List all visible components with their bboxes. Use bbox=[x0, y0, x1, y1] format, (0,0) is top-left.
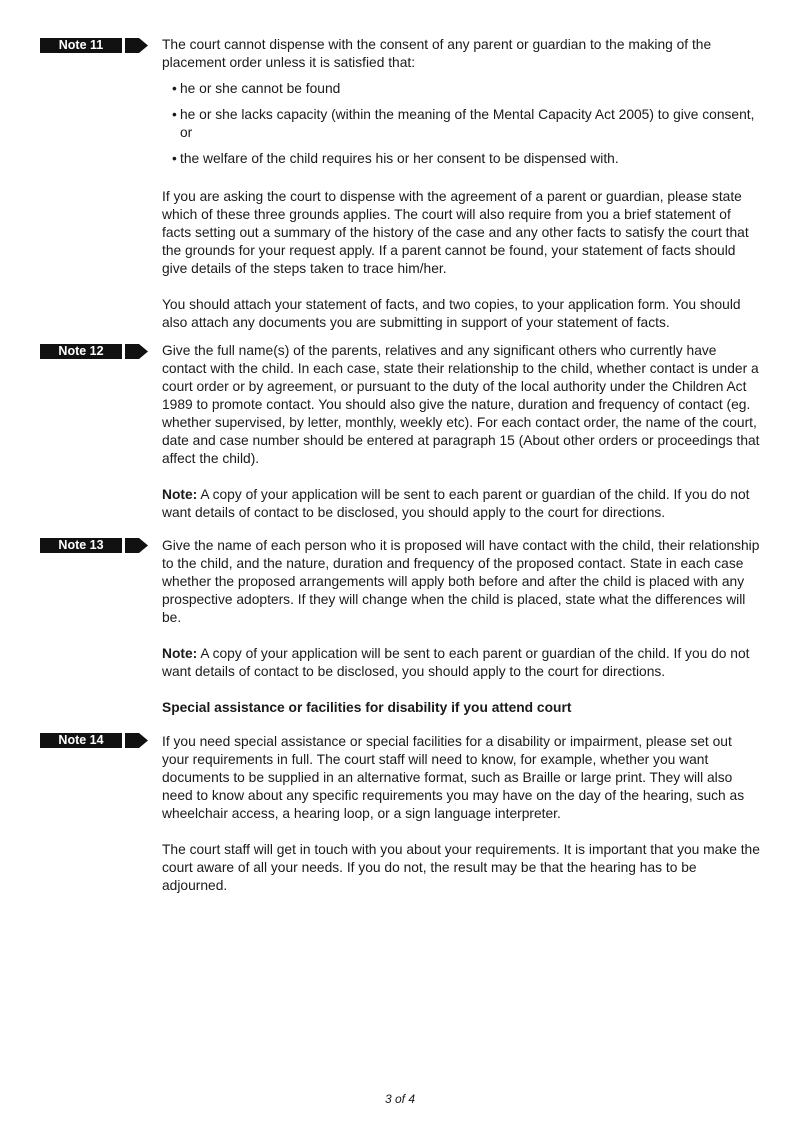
list-item: • he or she cannot be found bbox=[162, 80, 762, 98]
note-11-intro: The court cannot dispense with the consent of any parent or guardian to the making of the placement order unless it is satisfied that: bbox=[162, 37, 712, 70]
list-item: • the welfare of the child requires his or her consent to be dispensed with. bbox=[162, 150, 762, 168]
note-label: Note 12 bbox=[40, 344, 122, 359]
arrow-right-icon bbox=[125, 344, 148, 359]
note-12-section bbox=[162, 342, 762, 522]
note-13-tag bbox=[40, 538, 148, 553]
note-12-paragraph: Give the full name(s) of the parents, relatives and any significant others who currently have contact with the child. In each case, state their relationship to the child, whether contact is under a court order or by agreement, or pursuant to the duty of the local authority under the Children Act 1989 to promote contact. You should also give the nature, duration and frequency of contact (eg. whether supervised, by letter, monthly, weekly etc). For each contact order, the name of the court, date and case number should be entered at paragraph 15 (About other orders or proceedings that affect the child). bbox=[162, 343, 760, 466]
note-13-paragraph: Give the name of each person who it is proposed will have contact with the child, their relationship to the child, and the nature, duration and frequency of the proposed contact. State in each case whether the proposed arrangements will apply both before and after the child is placed with any prospective adopters. If they will change when the child is placed, state what the differences will be. bbox=[162, 538, 760, 625]
note-11-section bbox=[162, 36, 762, 332]
note-13-section bbox=[162, 537, 762, 717]
note-14-section bbox=[162, 733, 762, 895]
section-heading: Special assistance or facilities for disability if you attend court bbox=[162, 700, 572, 715]
note-label: Note 11 bbox=[40, 38, 122, 53]
note-14-paragraph: The court staff will get in touch with you about your requirements. It is important that you make the court aware of all your needs. If you do not, the result may be that the hearing has to be adjourned. bbox=[162, 842, 760, 893]
note-label: Note 13 bbox=[40, 538, 122, 553]
arrow-right-icon bbox=[125, 38, 148, 53]
note-11-paragraph: You should attach your statement of facts, and two copies, to your application form. You should also attach any documents you are submitting in support of your statement of facts. bbox=[162, 297, 741, 330]
note-label: Note: bbox=[162, 646, 198, 661]
note-11-paragraph: If you are asking the court to dispense with the agreement of a parent or guardian, please state which of these three grounds applies. The court will also require from you a brief statement of facts setting out a summary of the history of the case and any other facts to satisfy the court that the grounds for your request apply. If a parent cannot be found, your statement of facts should give details of the steps taken to trace him/her. bbox=[162, 189, 749, 276]
page-number: 3 of 4 bbox=[384, 1092, 416, 1106]
note-14-tag bbox=[40, 733, 148, 748]
note-12-tag bbox=[40, 344, 148, 359]
note-13-note bbox=[162, 645, 762, 681]
note-11-tag bbox=[40, 38, 148, 53]
note-label: Note 14 bbox=[40, 733, 122, 748]
list-item: • he or she lacks capacity (within the meaning of the Mental Capacity Act 2005) to give consent, or bbox=[162, 106, 762, 142]
note-14-paragraph: If you need special assistance or special facilities for a disability or impairment, please set out your requirements in full. The court staff will need to know, for example, whether you want documents to be supplied in an alternative format, such as Braille or large print. They will also need to know about any specific requirements you may have on the day of the hearing, such as wheelchair access, a hearing loop, or a sign language interpreter. bbox=[162, 734, 745, 821]
arrow-right-icon bbox=[125, 733, 148, 748]
grounds-list bbox=[162, 80, 762, 168]
arrow-right-icon bbox=[125, 538, 148, 553]
note-text: A copy of your application will be sent to each parent or guardian of the child. If you do not want details of contact to be disclosed, you should apply to the court for directions. bbox=[162, 646, 750, 679]
note-text: A copy of your application will be sent to each parent or guardian of the child. If you do not want details of contact to be disclosed, you should apply to the court for directions. bbox=[162, 487, 750, 520]
note-label: Note: bbox=[162, 487, 198, 502]
note-12-note bbox=[162, 486, 762, 522]
